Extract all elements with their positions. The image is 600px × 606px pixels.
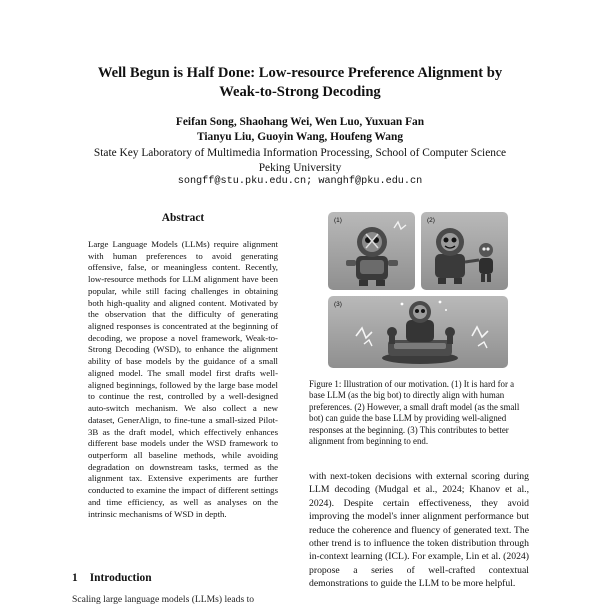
affiliation-line-1: State Key Laboratory of Multimedia Information Processing, School of Computer Science [93, 147, 507, 159]
title-line-1: Well Begun is Half Done: Low-resource Preference Alignment by [97, 65, 503, 81]
abstract-heading: Abstract [161, 212, 205, 224]
authors-line-2: Tianyu Liu, Guoyin Wang, Houfeng Wang [196, 130, 404, 143]
section-title: Introduction [89, 572, 152, 584]
section-heading-introduction [72, 572, 152, 584]
authors-line-1: Feifan Song, Shaohang Wei, Wen Luo, Yuxuan Fan [175, 116, 425, 128]
author-emails: songff@stu.pku.edu.cn; wanghf@pku.edu.cn [177, 176, 423, 187]
section-number: 1 [72, 572, 78, 584]
aligned-robots-illustration [328, 296, 508, 368]
paper-title [40, 64, 560, 102]
panel-label-1: (1) [334, 217, 342, 224]
figure-panel-2 [421, 212, 508, 290]
figure-panel-3 [328, 296, 508, 368]
figure-1 [328, 212, 508, 368]
affiliation [40, 146, 560, 175]
panel-label-3: (3) [334, 301, 342, 308]
title-line-2: Weak-to-Strong Decoding [219, 84, 381, 100]
right-column-text: with next-token decisions with external scoring during LLM decoding (Mudgal et al., 2024; Khanov et al., 2024). Despite certain effectiveness, they avoid improving the model's inner alignment performance but reduce the coherence and fluency of generated text. The other trend is to influence the token distribution through in-context learning (ICL). For example, Lin et al. (2024) propose a series of well-crafted contextual demonstrations to guide the LLM to be more helpful. [309, 471, 529, 590]
affiliation-line-2: Peking University [258, 161, 342, 174]
author-list [40, 115, 560, 144]
figure-panel-1 [328, 212, 415, 290]
panel-label-2: (2) [427, 217, 435, 224]
abstract-text: Large Language Models (LLMs) require alignment with human preferences to avoid generating offensive, false, or meaningless content. Recently, low-resource methods for LLM alignment have been popular, while still facing challenges in obtaining both high-quality and aligned content. Motivated by the observation that the difficulty of generating aligned responses is concentrated at the beginning of decoding, we propose a novel framework, Weak-to-Strong Decoding (WSD), to enhance the alignment ability of base models by the guidance of a small aligned model. The small model first drafts well-aligned beginnings, followed by the large base model to continue the rest, controlled by a well-designed auto-switch mechanism. We also collect a new dataset, GenerAlign, to fine-tune a small-sized Pilot-3B as the draft model, which effectively enhances different base models under the WSD framework to outperform all baseline methods, while avoiding degradation on downstream tasks, termed as the alignment tax. Extensive experiments are further conducted to examine the impact of different settings and time efficiency, as well as analyses on the intrinsic mechanisms of WSD in depth. [88, 239, 278, 519]
introduction-text: Scaling large language models (LLMs) leads to [72, 594, 255, 605]
figure-caption: Figure 1: Illustration of our motivation. (1) It is hard for a base LLM (as the big bot) to directly align with human preferences. (2) However, a small draft model (as the small bot) can guide the base LLM by providing well-aligned responses at the beginning. (3) This contributes to better alignment from beginning to end. [309, 379, 520, 447]
